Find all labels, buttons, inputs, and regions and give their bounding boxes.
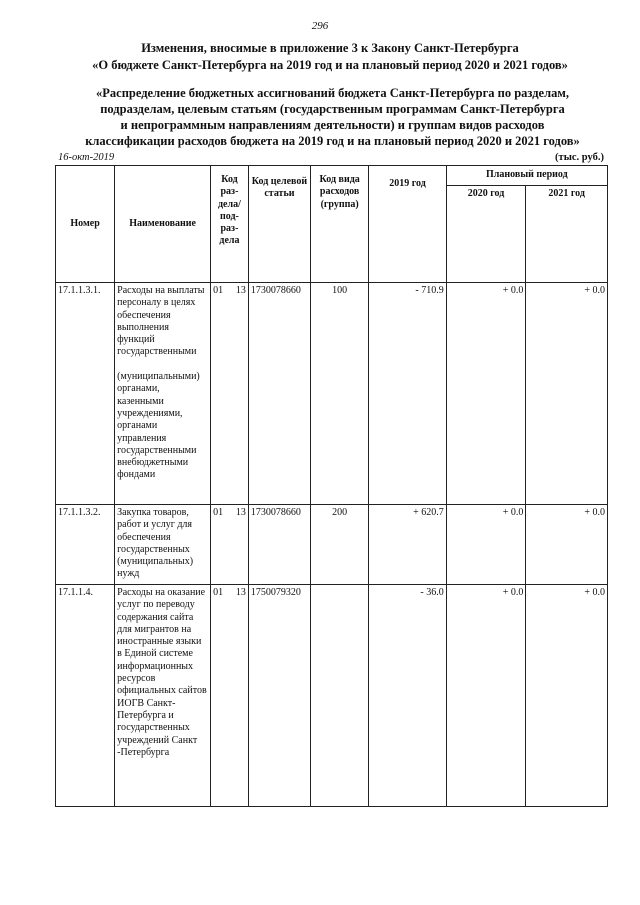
row-razdel — [211, 283, 249, 505]
col-header-number: Номер — [56, 166, 115, 283]
document-date: 16-окт-2019 — [58, 152, 115, 163]
col-header-name: Наименование — [115, 166, 211, 283]
row-razdel-subsection: 13 — [235, 285, 246, 296]
row-2019: - 710.9 — [369, 283, 447, 505]
page-number: 296 — [311, 20, 329, 32]
col-header-2021: 2021 год — [526, 186, 608, 283]
col-header-2019: 2019 год — [369, 166, 447, 283]
title-line-2: «О бюджете Санкт-Петербурга на 2019 год и на плановый период 2020 и 2021 годов» — [92, 58, 568, 72]
row-2021: + 0.0 — [526, 585, 608, 807]
col-header-2020: 2020 год — [446, 186, 526, 283]
row-2019: - 36.0 — [369, 585, 447, 807]
col-header-planned: Плановый период — [446, 166, 607, 186]
table-row — [56, 505, 608, 585]
row-target: 1750079320 — [248, 585, 310, 807]
table-row — [56, 283, 608, 505]
title-line-1: Изменения, вносимые в приложение 3 к Закону Санкт-Петербурга — [141, 41, 519, 55]
row-2020: + 0.0 — [446, 585, 526, 807]
document-subtitle — [55, 85, 610, 149]
row-target: 1730078660 — [248, 505, 310, 585]
col-header-razdel: Код раз-дела/ под-раз-дела — [211, 166, 249, 283]
subtitle-line-4: классификации расходов бюджета на 2019 год и на плановый период 2020 и 2021 годов» — [85, 134, 580, 148]
subtitle-line-1: «Распределение бюджетных ассигнований бюджета Санкт-Петербурга по разделам, — [96, 86, 569, 100]
row-number: 17.1.1.4. — [56, 585, 115, 807]
row-2020: + 0.0 — [446, 505, 526, 585]
row-razdel-subsection: 13 — [235, 587, 246, 598]
budget-table — [55, 165, 608, 807]
row-razdel-section: 01 — [213, 587, 224, 598]
row-2020: + 0.0 — [446, 283, 526, 505]
subtitle-line-3: и непрограммным направлениям деятельности) и группам видов расходов — [120, 118, 545, 132]
row-type: 200 — [311, 505, 369, 585]
row-razdel-subsection: 13 — [235, 507, 246, 518]
col-header-type: Код вида расходов (группа) — [311, 166, 369, 283]
table-row — [56, 585, 608, 807]
col-header-target: Код целевой статьи — [248, 166, 310, 283]
subtitle-line-2: подразделам, целевым статьям (государственным программам Санкт-Петербурга — [100, 102, 565, 116]
row-2019: + 620.7 — [369, 505, 447, 585]
row-number: 17.1.1.3.1. — [56, 283, 115, 505]
row-name: Закупка товаров, работ и услуг для обеспечения государственных (муниципальных) нужд — [115, 505, 211, 585]
row-name: Расходы на оказание услуг по переводу содержания сайта для мигрантов на иностранные языки в Единой системе информационных ресурсов официальных сайтов ИОГВ Санкт-Петербурга и государственных учреждений Санкт -Петербурга — [115, 585, 211, 807]
units-label: (тыс. руб.) — [555, 152, 604, 163]
row-number: 17.1.1.3.2. — [56, 505, 115, 585]
row-name: Расходы на выплаты персоналу в целях обеспечения выполнения функций государственными (муниципальными) органами, казенными учреждениями, органами управления государственными внебюджетными фондами — [115, 283, 211, 505]
document-title — [60, 40, 600, 74]
row-razdel — [211, 585, 249, 807]
row-type: 100 — [311, 283, 369, 505]
row-target: 1730078660 — [248, 283, 310, 505]
row-razdel — [211, 505, 249, 585]
row-type — [311, 585, 369, 807]
row-razdel-section: 01 — [213, 507, 224, 518]
row-razdel-section: 01 — [213, 285, 224, 296]
row-2021: + 0.0 — [526, 283, 608, 505]
row-2021: + 0.0 — [526, 505, 608, 585]
